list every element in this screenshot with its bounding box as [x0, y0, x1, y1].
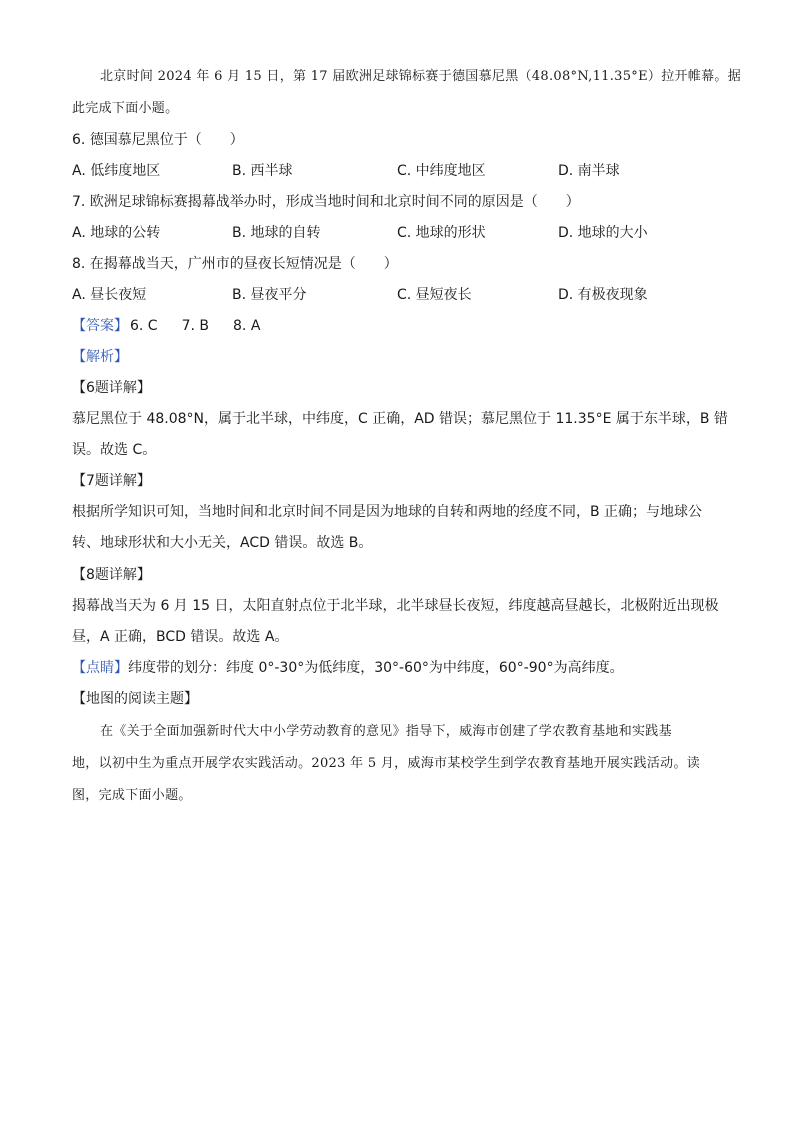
detail-6-title: 【6题详解】	[72, 380, 151, 396]
detail-7-line-2: 转、地球形状和大小无关，ACD 错误。故选 B。	[72, 535, 373, 551]
question-6-option-c: C. 中纬度地区	[397, 163, 486, 179]
answer-label: 【答案】	[72, 318, 128, 334]
question-6-option-b: B. 西半球	[232, 163, 293, 179]
intro-paragraph-line-2: 此完成下面小题。	[72, 101, 179, 116]
question-8-option-d: D. 有极夜现象	[558, 287, 648, 303]
intro2-line-1: 在《关于全面加强新时代大中小学劳动教育的意见》指导下，威海市创建了学农教育基地和实践基	[100, 724, 672, 739]
detail-8-title: 【8题详解】	[72, 567, 151, 583]
question-7-option-d: D. 地球的大小	[558, 225, 648, 241]
question-6-stem: 6. 德国慕尼黑位于（ ）	[72, 132, 244, 148]
detail-8-line-2: 昼，A 正确，BCD 错误。故选 A。	[72, 629, 289, 645]
question-7-stem: 7. 欧洲足球锦标赛揭幕战举办时，形成当地时间和北京时间不同的原因是（ ）	[72, 194, 580, 210]
intro2-line-2: 地，以初中生为重点开展学农实践活动。2023 年 5 月，威海市某校学生到学农教育基地开展实践活动。读	[72, 756, 701, 771]
detail-6-line-2: 误。故选 C。	[72, 442, 157, 458]
answer-row	[72, 316, 284, 336]
question-8-option-a: A. 昼长夜短	[72, 287, 147, 303]
tip-text: 纬度带的划分：纬度 0°-30°为低纬度，30°-60°为中纬度，60°-90°为高纬度。	[128, 660, 624, 676]
tip-label: 【点睛】	[72, 660, 128, 676]
question-7-option-c: C. 地球的形状	[397, 225, 486, 241]
question-8-stem: 8. 在揭幕战当天，广州市的昼夜长短情况是（ ）	[72, 256, 398, 272]
detail-7-line-1: 根据所学知识可知，当地时间和北京时间不同是因为地球的自转和两地的经度不同，B 正确；与地球公	[72, 504, 703, 520]
question-7-option-b: B. 地球的自转	[232, 225, 321, 241]
question-6-option-a: A. 低纬度地区	[72, 163, 161, 179]
answer-8: 8. A	[233, 318, 261, 334]
tip-row	[72, 658, 624, 678]
detail-7-title: 【7题详解】	[72, 473, 151, 489]
question-7-option-a: A. 地球的公转	[72, 225, 161, 241]
answer-7: 7. B	[181, 318, 210, 334]
question-8-option-b: B. 昼夜平分	[232, 287, 307, 303]
question-6-option-d: D. 南半球	[558, 163, 620, 179]
detail-6-line-1: 慕尼黑位于 48.08°N，属于北半球，中纬度，C 正确，AD 错误；慕尼黑位于 11.35°E 属于东半球，B 错	[72, 411, 728, 427]
intro-paragraph-line-1: 北京时间 2024 年 6 月 15 日，第 17 届欧洲足球锦标赛于德国慕尼黑（48.08°N,11.35°E）拉开帷幕。据	[100, 69, 741, 84]
map-section-title: 【地图的阅读主题】	[72, 691, 198, 707]
detail-8-line-1: 揭幕战当天为 6 月 15 日，太阳直射点位于北半球，北半球昼长夜短，纬度越高昼越长，北极附近出现极	[72, 598, 719, 614]
intro2-line-3: 图，完成下面小题。	[72, 788, 192, 803]
analysis-label: 【解析】	[72, 349, 128, 365]
answer-6: 6. C	[130, 318, 158, 334]
question-8-option-c: C. 昼短夜长	[397, 287, 472, 303]
